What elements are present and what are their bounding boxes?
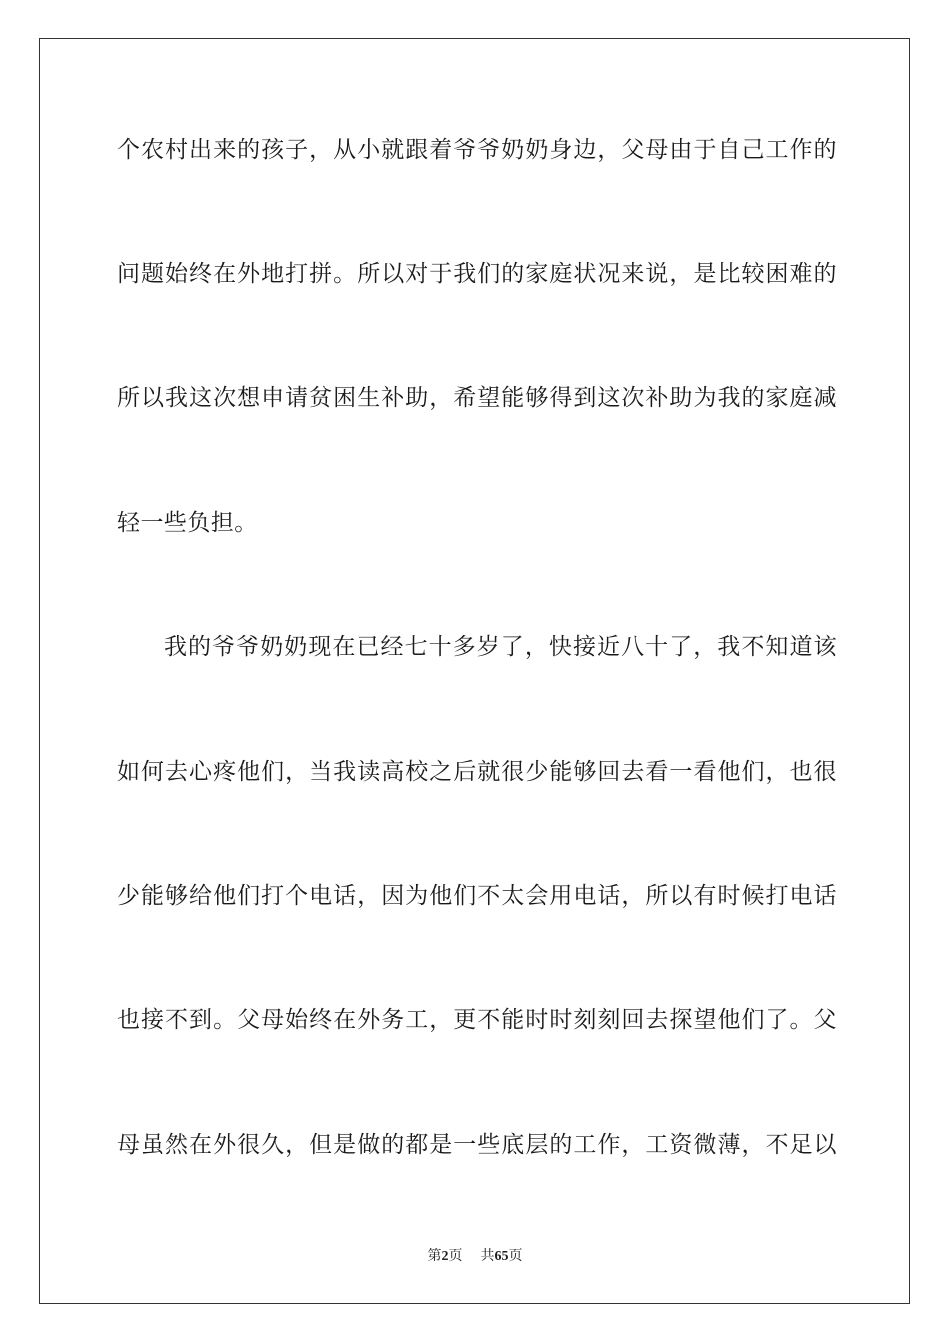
page-number: 2 <box>441 1249 449 1264</box>
body-line-3: 所以我这次想申请贫困生补助，希望能够得到这次补助为我的家庭减 <box>117 385 837 411</box>
page-footer <box>0 1247 950 1266</box>
body-line-5: 我的爷爷奶奶现在已经七十多岁了，快接近八十了，我不知道该 <box>164 634 837 660</box>
total-pages: 65 <box>494 1249 509 1264</box>
body-line-6: 如何去心疼他们，当我读高校之后就很少能够回去看一看他们，也很 <box>117 759 837 785</box>
body-line-7: 少能够给他们打个电话，因为他们不太会用电话，所以有时候打电话 <box>117 883 837 909</box>
total-suffix: 页 <box>508 1248 523 1264</box>
page-prefix: 第 <box>427 1248 442 1264</box>
body-line-9: 母虽然在外很久，但是做的都是一些底层的工作，工资微薄，不足以 <box>117 1132 837 1158</box>
total-prefix: 共 <box>480 1248 495 1264</box>
body-line-8: 也接不到。父母始终在外务工，更不能时时刻刻回去探望他们了。父 <box>117 1007 837 1033</box>
body-line-4: 轻一些负担。 <box>117 510 258 536</box>
page-suffix: 页 <box>448 1248 463 1264</box>
body-line-2: 问题始终在外地打拼。所以对于我们的家庭状况来说，是比较困难的 <box>117 261 837 287</box>
body-line-1: 个农村出来的孩子，从小就跟着爷爷奶奶身边，父母由于自己工作的 <box>117 137 837 163</box>
page-border <box>39 38 910 1304</box>
